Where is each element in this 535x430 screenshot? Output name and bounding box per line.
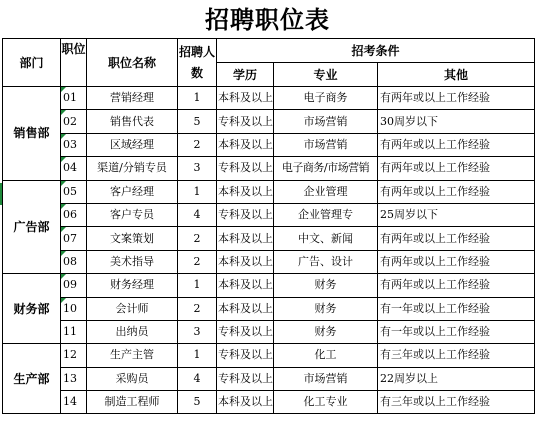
cell-other[interactable]: 有两年或以上工作经验 [378, 180, 535, 203]
cell-no[interactable]: 08 [61, 250, 87, 273]
cell-no[interactable]: 05 [61, 180, 87, 203]
cell-no[interactable]: 10 [61, 297, 87, 320]
cell-no[interactable]: 03 [61, 133, 87, 156]
cell-major[interactable]: 广告、设计 [274, 250, 378, 273]
cell-major[interactable]: 化工 [274, 344, 378, 367]
cell-major[interactable]: 中文、新闻 [274, 227, 378, 250]
cell-position-name[interactable]: 区域经理 [87, 133, 178, 156]
cell-education[interactable]: 本科及以上 [217, 274, 274, 297]
header-major[interactable]: 专业 [274, 63, 378, 87]
cell-education[interactable]: 本科及以上 [217, 87, 274, 110]
cell-hire-count[interactable]: 5 [178, 110, 217, 133]
cell-hire-count[interactable]: 2 [178, 133, 217, 156]
cell-major[interactable]: 企业管理专 [274, 203, 378, 226]
cell-education[interactable]: 本科及以上 [217, 297, 274, 320]
cell-major[interactable]: 电子商务/市场营销 [274, 157, 378, 180]
cell-major[interactable]: 市场营销 [274, 133, 378, 156]
cell-other[interactable]: 有两年或以上工作经验 [378, 133, 535, 156]
cell-no[interactable]: 06 [61, 203, 87, 226]
cell-education[interactable]: 专科及以上 [217, 344, 274, 367]
cell-position-name[interactable]: 美术指导 [87, 250, 178, 273]
cell-other[interactable]: 有两年或以上工作经验 [378, 250, 535, 273]
cell-hire-count[interactable]: 1 [178, 180, 217, 203]
cell-no[interactable]: 07 [61, 227, 87, 250]
cell-education[interactable]: 本科及以上 [217, 391, 274, 414]
cell-hire-count[interactable]: 3 [178, 157, 217, 180]
cell-hire-count[interactable]: 1 [178, 274, 217, 297]
cell-major[interactable]: 财务 [274, 274, 378, 297]
cell-major[interactable]: 财务 [274, 320, 378, 343]
cell-position-name[interactable]: 会计师 [87, 297, 178, 320]
cell-other[interactable]: 25周岁以下 [378, 203, 535, 226]
cell-education[interactable]: 本科及以上 [217, 250, 274, 273]
cell-other[interactable]: 有两年或以上工作经验 [378, 274, 535, 297]
cell-no[interactable]: 02 [61, 110, 87, 133]
cell-major[interactable]: 市场营销 [274, 110, 378, 133]
cell-other[interactable]: 有三年或以上工作经验 [378, 391, 535, 414]
cell-no[interactable]: 14 [61, 391, 87, 414]
header-position-name[interactable]: 职位名称 [87, 39, 178, 87]
cell-hire-count[interactable]: 5 [178, 391, 217, 414]
cell-education[interactable]: 专科及以上 [217, 157, 274, 180]
page-title: 招聘职位表 [205, 6, 330, 34]
cell-education[interactable]: 专科及以上 [217, 203, 274, 226]
cell-position-name[interactable]: 生产主管 [87, 344, 178, 367]
cell-position-name[interactable]: 文案策划 [87, 227, 178, 250]
cell-hire-count[interactable]: 4 [178, 367, 217, 390]
cell-position-name[interactable]: 客户经理 [87, 180, 178, 203]
header-other[interactable]: 其他 [378, 63, 535, 87]
cell-no[interactable]: 13 [61, 367, 87, 390]
cell-position-name[interactable]: 营销经理 [87, 87, 178, 110]
cell-no[interactable]: 01 [61, 87, 87, 110]
cell-hire-count[interactable]: 1 [178, 344, 217, 367]
recruitment-table [2, 38, 535, 414]
cell-no[interactable]: 09 [61, 274, 87, 297]
cell-education[interactable]: 本科及以上 [217, 133, 274, 156]
cell-other[interactable]: 30周岁以下 [378, 110, 535, 133]
cell-other[interactable]: 有一年或以上工作经验 [378, 320, 535, 343]
header-dept[interactable]: 部门 [3, 39, 61, 87]
cell-other[interactable]: 有两年或以上工作经验 [378, 87, 535, 110]
cell-education[interactable]: 本科及以上 [217, 227, 274, 250]
dept-cell-production[interactable]: 生产部 [3, 344, 61, 414]
dept-cell-finance[interactable]: 财务部 [3, 274, 61, 344]
cell-position-name[interactable]: 财务经理 [87, 274, 178, 297]
cell-hire-count[interactable]: 2 [178, 297, 217, 320]
cell-major[interactable]: 化工专业 [274, 391, 378, 414]
cell-other[interactable]: 有三年或以上工作经验 [378, 344, 535, 367]
cell-hire-count[interactable]: 2 [178, 227, 217, 250]
cell-other[interactable]: 有一年或以上工作经验 [378, 297, 535, 320]
cell-hire-count[interactable]: 1 [178, 87, 217, 110]
cell-education[interactable]: 专科及以上 [217, 320, 274, 343]
cell-major[interactable]: 企业管理 [274, 180, 378, 203]
cell-position-name[interactable]: 采购员 [87, 367, 178, 390]
cell-other[interactable]: 有两年或以上工作经验 [378, 157, 535, 180]
cell-major[interactable]: 市场营销 [274, 367, 378, 390]
dept-cell-sales[interactable]: 销售部 [3, 87, 61, 181]
cell-hire-count[interactable]: 3 [178, 320, 217, 343]
cell-education[interactable]: 专科及以上 [217, 367, 274, 390]
cell-major[interactable]: 财务 [274, 297, 378, 320]
cell-education[interactable]: 本科及以上 [217, 180, 274, 203]
cell-other[interactable]: 有两年或以上工作经验 [378, 227, 535, 250]
cell-hire-count[interactable]: 4 [178, 203, 217, 226]
cell-no[interactable]: 12 [61, 344, 87, 367]
cell-no[interactable]: 04 [61, 157, 87, 180]
header-hire-count[interactable]: 招聘人数 [178, 39, 217, 87]
cell-position-name[interactable]: 客户专员 [87, 203, 178, 226]
cell-position-name[interactable]: 出纳员 [87, 320, 178, 343]
header-position-no[interactable] [61, 39, 87, 87]
cell-no[interactable]: 11 [61, 320, 87, 343]
cell-position-name[interactable]: 渠道/分销专员 [87, 157, 178, 180]
cell-major[interactable]: 电子商务 [274, 87, 378, 110]
cell-other[interactable]: 22周岁以上 [378, 367, 535, 390]
cell-hire-count[interactable]: 2 [178, 250, 217, 273]
header-position-no-label: 职位 [61, 41, 86, 56]
cell-education[interactable]: 专科及以上 [217, 110, 274, 133]
cell-position-name[interactable]: 制造工程师 [87, 391, 178, 414]
cell-position-name[interactable]: 销售代表 [87, 110, 178, 133]
dept-cell-advertising[interactable]: 广告部 [3, 180, 61, 274]
header-conditions[interactable]: 招考条件 [217, 39, 535, 63]
header-education[interactable]: 学历 [217, 63, 274, 87]
